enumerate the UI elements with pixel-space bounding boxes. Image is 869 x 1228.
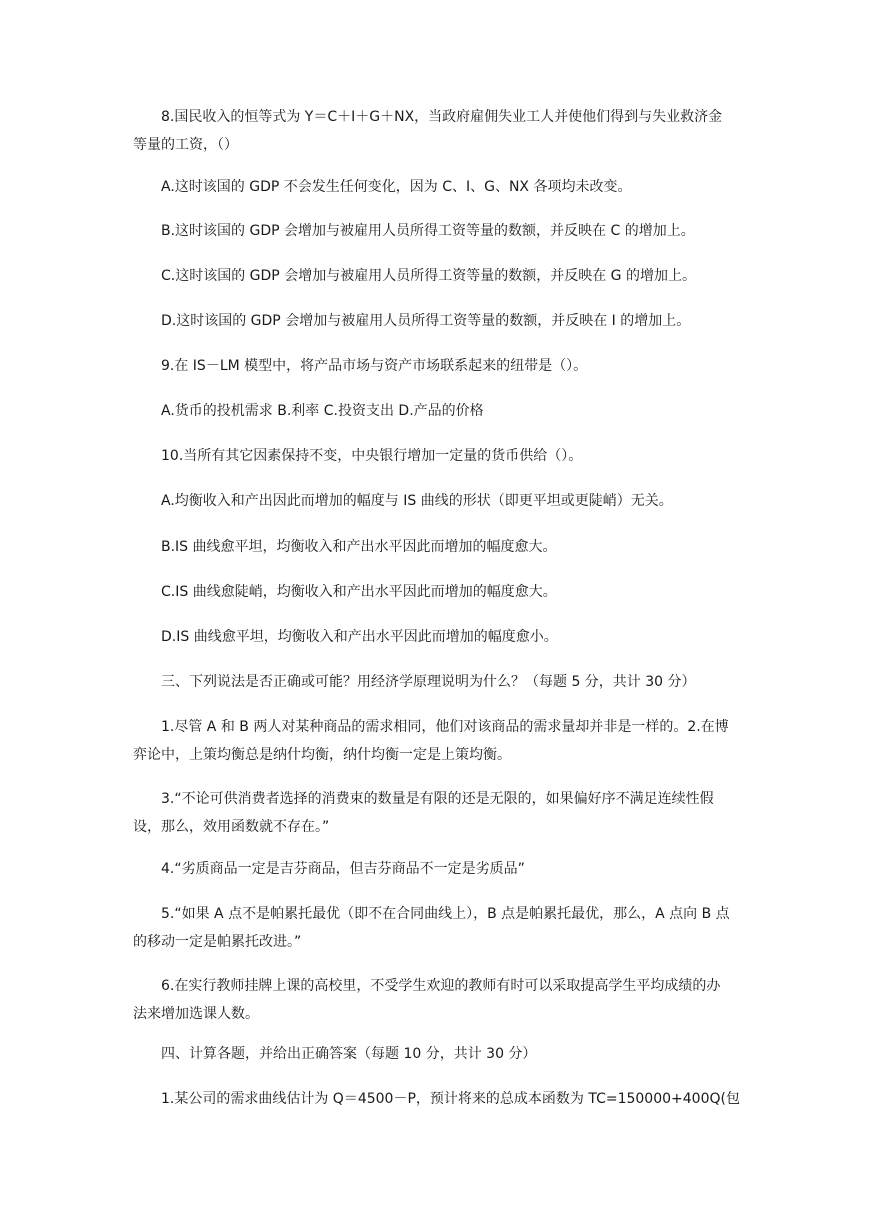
section-3-statement-1-2: 1.尽管 A 和 B 两人对某种商品的需求相同，他们对该商品的需求量却并非是一样的。2.在博弈论中，上策均衡总是纳什均衡，纳什均衡一定是上策均衡。 (133, 719, 729, 763)
section-4-calc-1: 1.某公司的需求曲线估计为 Q＝4500－P，预计将来的总成本函数为 TC=150000+400Q(包 (161, 1091, 740, 1107)
question-8-option-a: A.这时该国的 GDP 不会发生任何变化，因为 C、I、G、NX 各项均未改变。 (161, 179, 632, 195)
question-10-option-c: C.IS 曲线愈陡峭，均衡收入和产出水平因此而增加的幅度愈大。 (161, 584, 557, 600)
question-10-option-d: D.IS 曲线愈平坦，均衡收入和产出水平因此而增加的幅度愈小。 (161, 629, 558, 645)
question-8-option-b: B.这时该国的 GDP 会增加与被雇用人员所得工资等量的数额，并反映在 C 的增加上。 (161, 223, 695, 239)
question-10-option-a: A.均衡收入和产出因此而增加的幅度与 IS 曲线的形状（即更平坦或更陡峭）无关。 (161, 493, 673, 509)
section-4-heading: 四、计算各题，并给出正确答案（每题 10 分，共计 30 分） (161, 1046, 537, 1062)
section-3-statement-3: 3.“不论可供消费者选择的消费束的数量是有限的还是无限的，如果偏好序不满足连续性假设，那么，效用函数就不存在。” (133, 791, 714, 835)
section-3-statement-5: 5.“如果 A 点不是帕累托最优（即不在合同曲线上），B 点是帕累托最优，那么，A 点向 B 点的移动一定是帕累托改进。” (133, 906, 730, 950)
section-3-statement-4: 4.“劣质商品一定是吉芬商品，但吉芬商品不一定是劣质品” (161, 861, 525, 877)
question-10-option-b: B.IS 曲线愈平坦，均衡收入和产出水平因此而增加的幅度愈大。 (161, 539, 557, 555)
question-8-option-d: D.这时该国的 GDP 会增加与被雇用人员所得工资等量的数额，并反映在 I 的增加上。 (161, 313, 691, 329)
question-9-stem: 9.在 IS－LM 模型中，将产品市场与资产市场联系起来的纽带是（）。 (161, 358, 588, 374)
section-3-heading: 三、下列说法是否正确或可能？用经济学原理说明为什么？（每题 5 分，共计 30 分） (161, 674, 696, 690)
question-10-stem: 10.当所有其它因素保持不变，中央银行增加一定量的货币供给（）。 (161, 448, 583, 464)
question-9-options: A.货币的投机需求 B.利率 C.投资支出 D.产品的价格 (161, 403, 484, 419)
section-3-statement-6: 6.在实行教师挂牌上课的高校里，不受学生欢迎的教师有时可以采取提高学生平均成绩的办法来增加选课人数。 (133, 978, 721, 1022)
question-8-stem: 8.国民收入的恒等式为 Y＝C＋I＋G＋NX，当政府雇佣失业工人并使他们得到与失业救济金等量的工资，（） (133, 109, 723, 153)
question-8-option-c: C.这时该国的 GDP 会增加与被雇用人员所得工资等量的数额，并反映在 G 的增加上。 (161, 268, 696, 284)
